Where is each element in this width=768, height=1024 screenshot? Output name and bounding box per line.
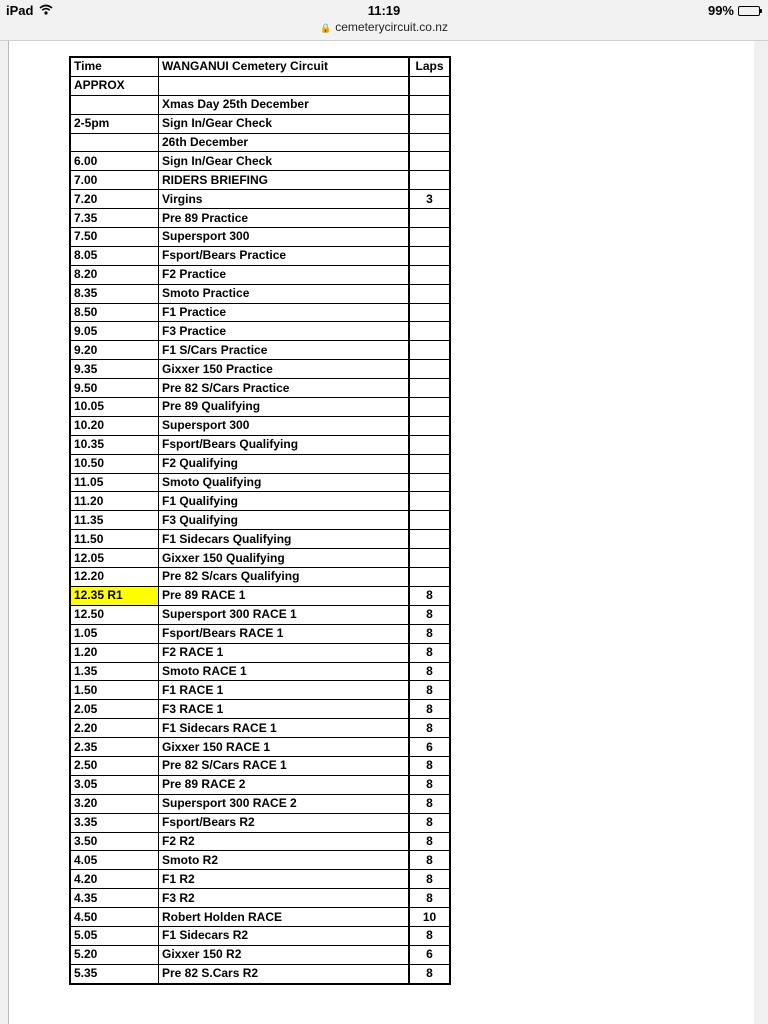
row-event: F1 Sidecars Qualifying	[159, 530, 410, 549]
table-row	[70, 473, 450, 492]
lock-icon: 🔒	[320, 23, 332, 33]
table-row	[70, 360, 450, 379]
row-event: F3 RACE 1	[159, 700, 410, 719]
table-row	[70, 530, 450, 549]
row-event: F1 Qualifying	[159, 492, 410, 511]
battery-icon	[738, 6, 760, 16]
row-laps: 8	[409, 794, 450, 813]
table-row	[70, 719, 450, 738]
clock: 11:19	[367, 3, 401, 18]
row-laps: 6	[409, 738, 450, 757]
row-event: Fsport/Bears RACE 1	[159, 624, 410, 643]
row-event: F3 R2	[159, 889, 410, 908]
row-laps	[409, 341, 450, 360]
table-row	[70, 549, 450, 568]
row-event: Robert Holden RACE	[159, 908, 410, 927]
row-time: 11.05	[70, 473, 159, 492]
row-time	[70, 133, 159, 152]
row-time: 5.20	[70, 945, 159, 964]
row-laps	[409, 114, 450, 133]
row-laps: 8	[409, 681, 450, 700]
row-event: Pre 82 S/cars Qualifying	[159, 568, 410, 587]
table-row	[70, 228, 450, 247]
row-event: Smoto RACE 1	[159, 662, 410, 681]
row-event: Sign In/Gear Check	[159, 152, 410, 171]
row-time: 8.20	[70, 265, 159, 284]
row-laps: 8	[409, 756, 450, 775]
table-row	[70, 171, 450, 190]
device-label: iPad	[6, 3, 34, 18]
row-event: Pre 82 S/Cars RACE 1	[159, 756, 410, 775]
table-row	[70, 568, 450, 587]
row-time: 11.35	[70, 511, 159, 530]
table-row	[70, 95, 450, 114]
table-row	[70, 908, 450, 927]
table-row	[70, 586, 450, 605]
row-event: Smoto R2	[159, 851, 410, 870]
row-event: F1 Sidecars RACE 1	[159, 719, 410, 738]
row-time: 10.35	[70, 435, 159, 454]
table-row	[70, 681, 450, 700]
table-row	[70, 322, 450, 341]
row-time: 7.20	[70, 190, 159, 209]
row-time: 1.50	[70, 681, 159, 700]
row-event: F2 Qualifying	[159, 454, 410, 473]
row-laps	[409, 265, 450, 284]
row-time: 11.20	[70, 492, 159, 511]
table-row	[70, 662, 450, 681]
table-row	[70, 246, 450, 265]
row-laps	[409, 246, 450, 265]
row-event: Supersport 300	[159, 228, 410, 247]
row-time: 4.05	[70, 851, 159, 870]
row-time: 3.05	[70, 775, 159, 794]
row-laps	[409, 492, 450, 511]
row-time: 12.05	[70, 549, 159, 568]
row-laps: 3	[409, 190, 450, 209]
row-time: 8.05	[70, 246, 159, 265]
row-time: 6.00	[70, 152, 159, 171]
table-row	[70, 303, 450, 322]
table-row	[70, 832, 450, 851]
row-laps: 8	[409, 719, 450, 738]
row-laps: 8	[409, 832, 450, 851]
row-time: 8.35	[70, 284, 159, 303]
row-time: 12.20	[70, 568, 159, 587]
table-row	[70, 889, 450, 908]
row-laps	[409, 454, 450, 473]
row-event: Gixxer 150 R2	[159, 945, 410, 964]
status-right	[708, 3, 760, 18]
table-row	[70, 152, 450, 171]
row-laps: 8	[409, 964, 450, 983]
row-time: 11.50	[70, 530, 159, 549]
row-event: RIDERS BRIEFING	[159, 171, 410, 190]
table-row	[70, 398, 450, 417]
row-laps	[409, 379, 450, 398]
row-laps: 8	[409, 813, 450, 832]
table-row	[70, 114, 450, 133]
row-event: Supersport 300	[159, 416, 410, 435]
table-row	[70, 190, 450, 209]
url-text[interactable]: cemeterycircuit.co.nz	[335, 20, 448, 34]
row-event: F1 Practice	[159, 303, 410, 322]
table-row	[70, 926, 450, 945]
row-event: F2 Practice	[159, 265, 410, 284]
row-event: 26th December	[159, 133, 410, 152]
row-time: 12.35 R1	[70, 586, 159, 605]
table-row	[70, 624, 450, 643]
table-header-row	[70, 57, 450, 76]
row-laps	[409, 76, 450, 95]
row-time: 2.20	[70, 719, 159, 738]
row-time: 2-5pm	[70, 114, 159, 133]
row-laps	[409, 95, 450, 114]
schedule-table	[69, 56, 451, 985]
table-row	[70, 379, 450, 398]
row-laps: 8	[409, 775, 450, 794]
row-laps: 8	[409, 851, 450, 870]
row-time: 3.50	[70, 832, 159, 851]
row-laps: 8	[409, 662, 450, 681]
table-row	[70, 492, 450, 511]
row-time: 1.05	[70, 624, 159, 643]
row-time: 8.50	[70, 303, 159, 322]
row-event: Pre 89 Qualifying	[159, 398, 410, 417]
row-event: Pre 89 Practice	[159, 209, 410, 228]
row-event: Xmas Day 25th December	[159, 95, 410, 114]
row-laps	[409, 435, 450, 454]
row-laps	[409, 284, 450, 303]
table-row	[70, 511, 450, 530]
row-time: 7.50	[70, 228, 159, 247]
row-time: 4.35	[70, 889, 159, 908]
row-laps: 8	[409, 926, 450, 945]
row-event: Sign In/Gear Check	[159, 114, 410, 133]
row-laps: 8	[409, 870, 450, 889]
row-event: Pre 89 RACE 1	[159, 586, 410, 605]
row-event: F1 R2	[159, 870, 410, 889]
row-event: Pre 82 S/Cars Practice	[159, 379, 410, 398]
row-time: 10.20	[70, 416, 159, 435]
row-laps	[409, 473, 450, 492]
table-row	[70, 738, 450, 757]
row-event: Virgins	[159, 190, 410, 209]
table-row	[70, 851, 450, 870]
status-bar	[0, 0, 768, 41]
row-time: APPROX	[70, 76, 159, 95]
row-time	[70, 95, 159, 114]
row-event: Gixxer 150 RACE 1	[159, 738, 410, 757]
table-row	[70, 454, 450, 473]
table-row	[70, 700, 450, 719]
address-bar[interactable]	[0, 20, 768, 34]
row-laps: 8	[409, 605, 450, 624]
row-event: F3 Practice	[159, 322, 410, 341]
row-laps: 8	[409, 586, 450, 605]
table-row	[70, 265, 450, 284]
right-margin	[754, 41, 768, 1024]
row-time: 7.00	[70, 171, 159, 190]
row-laps	[409, 152, 450, 171]
row-event: Gixxer 150 Qualifying	[159, 549, 410, 568]
row-event: F3 Qualifying	[159, 511, 410, 530]
table-row	[70, 775, 450, 794]
row-laps: 6	[409, 945, 450, 964]
row-event: Supersport 300 RACE 1	[159, 605, 410, 624]
row-laps	[409, 416, 450, 435]
row-laps	[409, 303, 450, 322]
row-event: Fsport/Bears R2	[159, 813, 410, 832]
row-event: F2 R2	[159, 832, 410, 851]
row-laps	[409, 568, 450, 587]
row-laps	[409, 530, 450, 549]
table-row	[70, 813, 450, 832]
battery-percent: 99%	[707, 3, 734, 18]
header-time: Time	[70, 57, 159, 76]
row-event: Smoto Practice	[159, 284, 410, 303]
row-time: 2.05	[70, 700, 159, 719]
row-time: 4.50	[70, 908, 159, 927]
row-time: 12.50	[70, 605, 159, 624]
row-time: 2.50	[70, 756, 159, 775]
table-row	[70, 756, 450, 775]
row-laps: 8	[409, 700, 450, 719]
table-row	[70, 284, 450, 303]
row-laps	[409, 171, 450, 190]
row-time: 3.35	[70, 813, 159, 832]
row-time: 1.35	[70, 662, 159, 681]
row-laps	[409, 322, 450, 341]
row-time: 9.35	[70, 360, 159, 379]
row-laps	[409, 133, 450, 152]
row-time: 5.05	[70, 926, 159, 945]
table-row	[70, 76, 450, 95]
table-row	[70, 643, 450, 662]
row-laps	[409, 360, 450, 379]
row-time: 9.20	[70, 341, 159, 360]
row-event: Pre 89 RACE 2	[159, 775, 410, 794]
row-laps: 8	[409, 889, 450, 908]
row-laps	[409, 228, 450, 247]
table-row	[70, 341, 450, 360]
row-event: F2 RACE 1	[159, 643, 410, 662]
header-laps: Laps	[409, 57, 450, 76]
header-event: WANGANUI Cemetery Circuit	[159, 57, 410, 76]
row-event: F1 RACE 1	[159, 681, 410, 700]
row-event: Smoto Qualifying	[159, 473, 410, 492]
row-time: 9.05	[70, 322, 159, 341]
row-laps: 8	[409, 624, 450, 643]
row-time: 5.35	[70, 964, 159, 983]
row-event: Gixxer 150 Practice	[159, 360, 410, 379]
row-laps	[409, 549, 450, 568]
row-time: 10.50	[70, 454, 159, 473]
row-event: Fsport/Bears Qualifying	[159, 435, 410, 454]
table-row	[70, 605, 450, 624]
row-laps	[409, 398, 450, 417]
row-laps: 10	[409, 908, 450, 927]
left-margin	[0, 41, 8, 1024]
row-laps	[409, 511, 450, 530]
row-time: 10.05	[70, 398, 159, 417]
row-event: Fsport/Bears Practice	[159, 246, 410, 265]
row-event: F1 S/Cars Practice	[159, 341, 410, 360]
row-time: 3.20	[70, 794, 159, 813]
row-time: 9.50	[70, 379, 159, 398]
row-laps: 8	[409, 643, 450, 662]
row-time: 2.35	[70, 738, 159, 757]
table-row	[70, 416, 450, 435]
table-row	[70, 209, 450, 228]
row-time: 1.20	[70, 643, 159, 662]
table-row	[70, 964, 450, 983]
row-event: Supersport 300 RACE 2	[159, 794, 410, 813]
table-row	[70, 133, 450, 152]
row-event: Pre 82 S.Cars R2	[159, 964, 410, 983]
row-time: 7.35	[70, 209, 159, 228]
table-row	[70, 945, 450, 964]
row-time: 4.20	[70, 870, 159, 889]
table-row	[70, 435, 450, 454]
table-row	[70, 870, 450, 889]
row-event: F1 Sidecars R2	[159, 926, 410, 945]
row-event	[159, 76, 410, 95]
row-laps	[409, 209, 450, 228]
table-row	[70, 794, 450, 813]
